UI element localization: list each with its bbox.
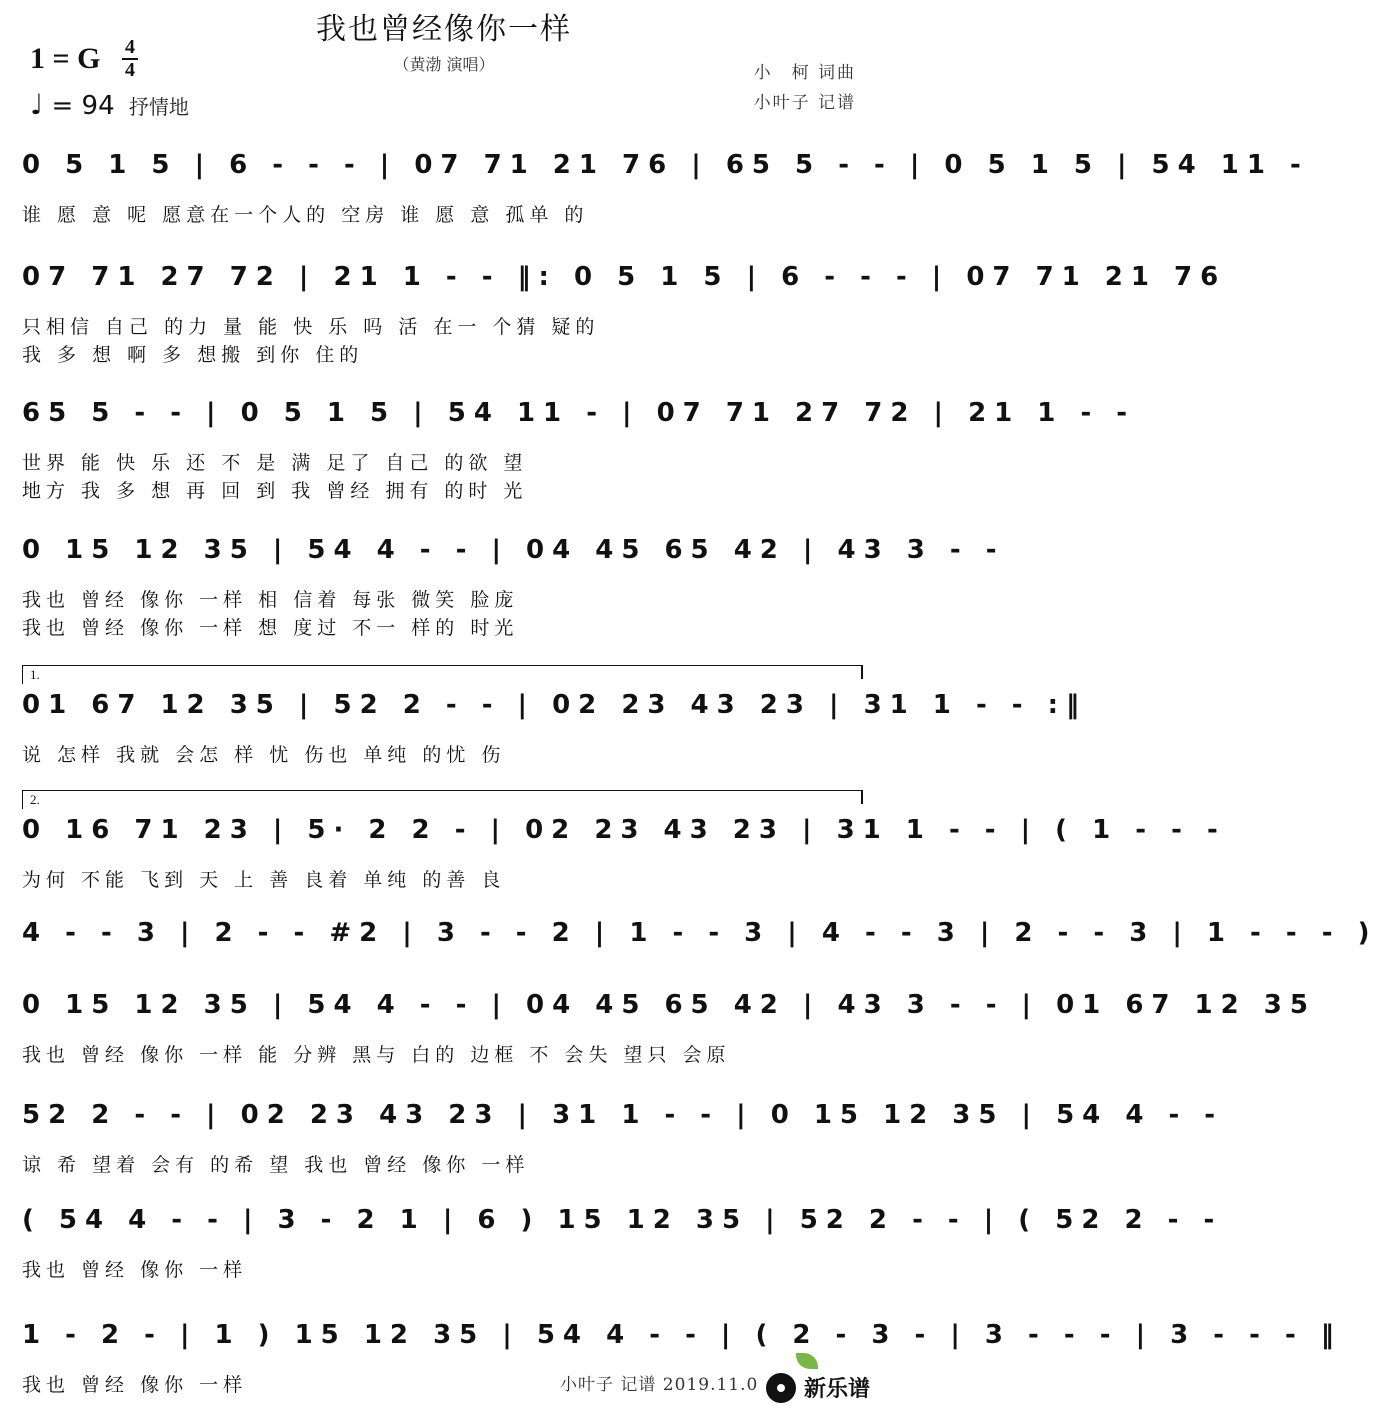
notation-line: 0 15 12 35 | 54 4 - - | 04 45 65 42 | 43 3 - - bbox=[22, 535, 1005, 565]
time-signature bbox=[122, 38, 138, 80]
site-logo bbox=[766, 1372, 870, 1403]
song-title: 我也曾经像你一样 bbox=[316, 12, 572, 47]
lyric-line: 我也 曾经 像你 一样 想 度过 不一 样的 时光 bbox=[22, 617, 519, 639]
volta-bracket bbox=[22, 790, 863, 809]
lyric-line: 为何 不能 飞到 天 上 善 良着 单纯 的善 良 bbox=[22, 869, 506, 891]
volta-label: 2. bbox=[30, 792, 40, 807]
lyric-line: 说 怎样 我就 会怎 样 忧 伤也 单纯 的忧 伤 bbox=[22, 744, 506, 766]
notation-line: 52 2 - - | 02 23 43 23 | 31 1 - - | 0 15 12 35 | 54 4 - - bbox=[22, 1100, 1224, 1130]
notation-line: 07 71 27 72 | 21 1 - - ‖: 0 5 1 5 | 6 - - - | 07 71 21 76 bbox=[22, 262, 1227, 292]
logo-text: 新乐谱 bbox=[804, 1377, 871, 1402]
key-signature: 1 = G bbox=[30, 42, 101, 75]
singer-credit: （黄渤 演唱） bbox=[393, 55, 495, 74]
transcriber-credit: 小叶子 记谱 bbox=[753, 93, 856, 113]
lyric-line: 世界 能 快 乐 还 不 是 满 足了 自己 的欲 望 bbox=[22, 452, 528, 474]
notation-line: 0 15 12 35 | 54 4 - - | 04 45 65 42 | 43 3 - - | 01 67 12 35 bbox=[22, 990, 1316, 1020]
lyric-line: 我也 曾经 像你 一样 bbox=[22, 1374, 248, 1396]
time-signature-bottom: 4 bbox=[125, 59, 135, 81]
lyric-line: 谅 希 望着 会有 的希 望 我也 曾经 像你 一样 bbox=[22, 1154, 530, 1176]
volta-label: 1. bbox=[30, 667, 40, 682]
lyric-line: 地方 我 多 想 再 回 到 我 曾经 拥有 的时 光 bbox=[22, 480, 528, 502]
notation-line: ( 54 4 - - | 3 - 2 1 | 6 ) 15 12 35 | 52 2 - - | ( 52 2 - - bbox=[22, 1205, 1223, 1235]
time-signature-top: 4 bbox=[125, 36, 135, 58]
notation-line: 0 5 1 5 | 6 - - - | 07 71 21 76 | 65 5 - - | 0 5 1 5 | 54 11 - bbox=[22, 150, 1309, 180]
notation-line: 65 5 - - | 0 5 1 5 | 54 11 - | 07 71 27 72 | 21 1 - - bbox=[22, 398, 1136, 428]
notation-line: 4 - - 3 | 2 - - #2 | 3 - - 2 | 1 - - 3 | 4 - - 3 | 2 - - 3 | 1 - - - ) bbox=[22, 918, 1377, 948]
lyric-line: 谁 愿 意 呢 愿意在一个人的 空房 谁 愿 意 孤单 的 bbox=[22, 204, 589, 226]
notation-line: 0 16 71 23 | 5· 2 2 - | 02 23 43 23 | 31 1 - - | ( 1 - - - bbox=[22, 815, 1226, 845]
notation-line: 1 - 2 - | 1 ) 15 12 35 | 54 4 - - | ( 2 - 3 - | 3 - - - | 3 - - - ‖ bbox=[22, 1320, 1342, 1350]
lyric-line: 我也 曾经 像你 一样 bbox=[22, 1259, 248, 1281]
lyric-line: 只相信 自己 的力 量 能 快 乐 吗 活 在一 个猜 疑的 bbox=[22, 316, 600, 338]
notation-line: 01 67 12 35 | 52 2 - - | 02 23 43 23 | 31 1 - - :‖ bbox=[22, 690, 1088, 720]
tempo-marking bbox=[30, 88, 189, 121]
lyricist-credit: 小 柯 词曲 bbox=[753, 63, 856, 83]
lyric-line: 我也 曾经 像你 一样 能 分辨 黑与 白的 边框 不 会失 望只 会原 bbox=[22, 1044, 731, 1066]
mood-marking: 抒情地 bbox=[128, 95, 189, 119]
lyric-line: 我也 曾经 像你 一样 相 信着 每张 微笑 脸庞 bbox=[22, 589, 519, 611]
record-disc-icon bbox=[766, 1373, 796, 1403]
tempo-value: = 94 bbox=[51, 91, 115, 121]
lyric-line: 我 多 想 啊 多 想搬 到你 住的 bbox=[22, 344, 364, 366]
quarter-note-icon: ♩ bbox=[30, 88, 44, 121]
footer-credit: 小叶子 记谱 2019.11.0 bbox=[560, 1375, 759, 1395]
volta-bracket bbox=[22, 665, 863, 684]
